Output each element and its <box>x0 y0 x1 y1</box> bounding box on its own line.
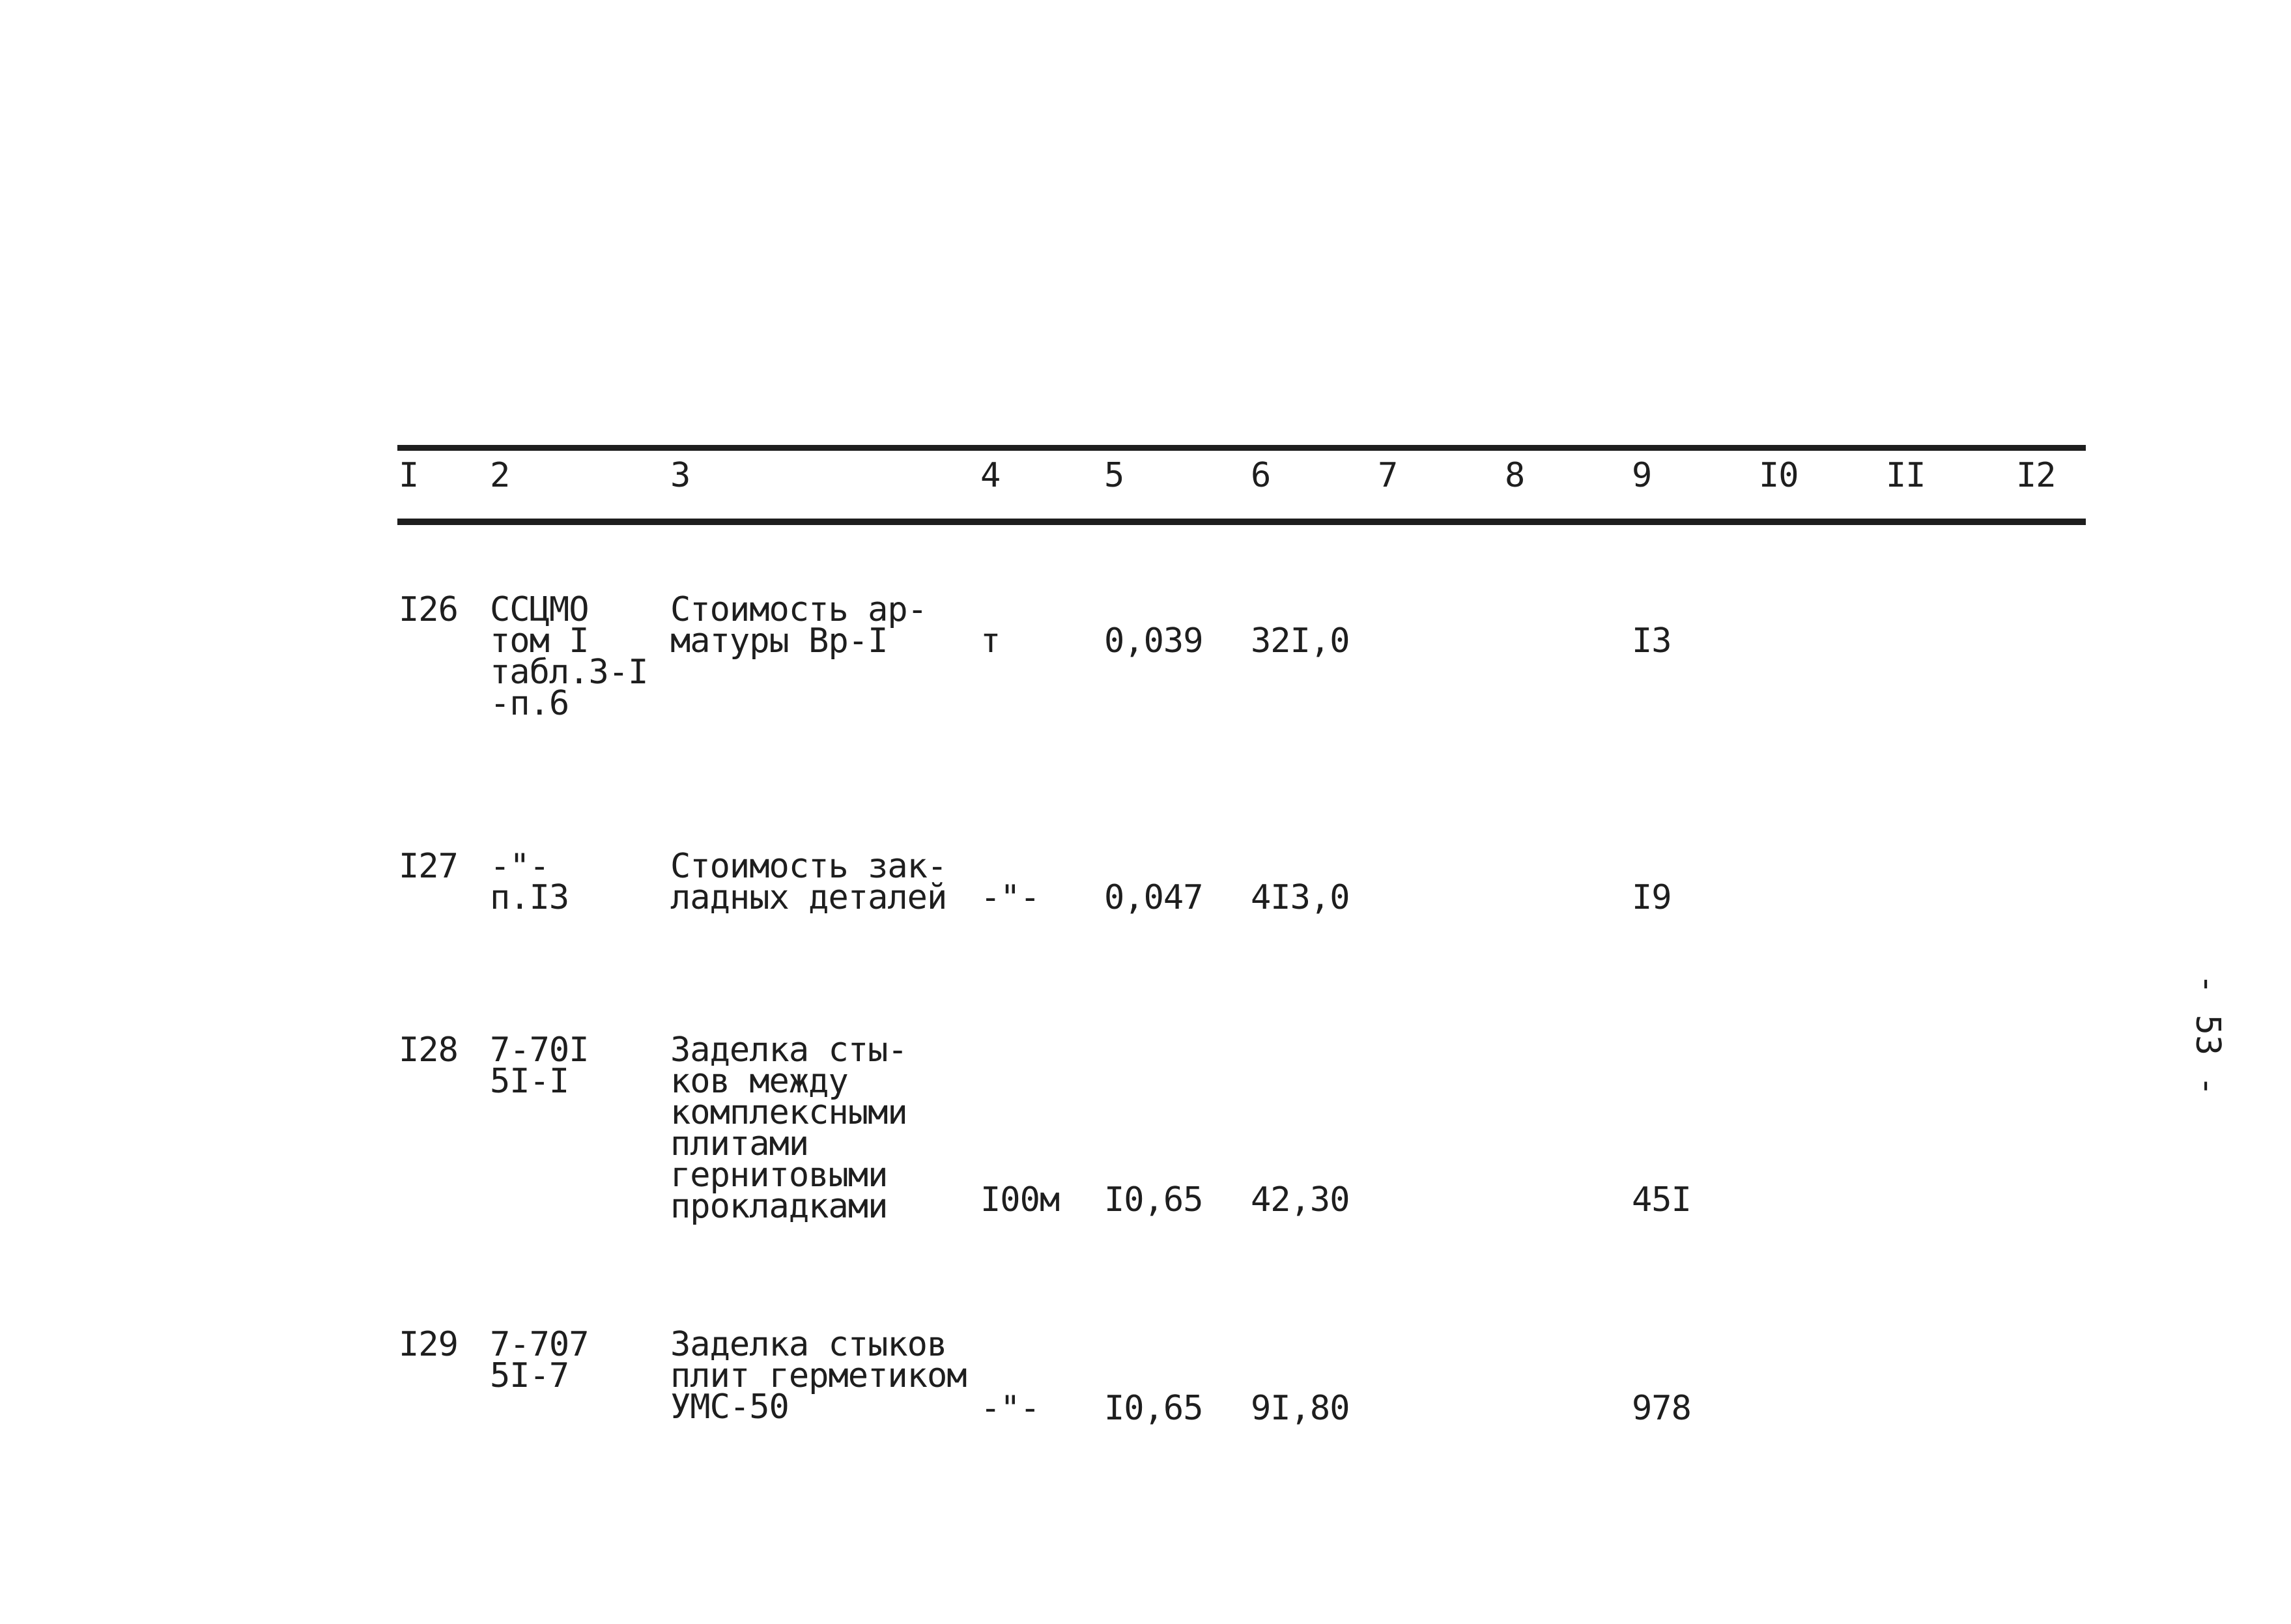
header-col-10: I0 <box>1759 456 1799 495</box>
row-number: I26 <box>399 590 458 629</box>
header-col-7: 7 <box>1378 456 1398 495</box>
row-unit: I00м <box>980 1180 1060 1219</box>
header-col-12: I2 <box>2016 456 2056 495</box>
header-col-11: II <box>1886 456 1926 495</box>
row-description: Заделка стыков плит герметиком УМС-50 <box>670 1325 967 1427</box>
row-quantity: 0,047 <box>1104 878 1203 917</box>
row-number: I29 <box>399 1325 458 1364</box>
table-top-rule <box>397 445 2086 451</box>
row-reference: 7-707 5I-7 <box>490 1325 589 1395</box>
row-description: Заделка сты- ков между комплексными плитами гернитовыми прокладками <box>670 1031 907 1226</box>
row-number: I28 <box>399 1031 458 1070</box>
header-col-3: 3 <box>670 456 690 495</box>
row-unit: -"- <box>980 878 1040 917</box>
row-reference: ССЦМО том I табл.3-I -п.6 <box>490 590 648 723</box>
row-total: I9 <box>1632 878 1672 917</box>
header-col-2: 2 <box>490 456 510 495</box>
row-quantity: I0,65 <box>1104 1180 1203 1219</box>
row-unit-price: 32I,0 <box>1251 621 1350 661</box>
header-col-8: 8 <box>1505 456 1525 495</box>
row-unit-price: 42,30 <box>1251 1180 1350 1219</box>
row-reference: 7-70I 5I-I <box>490 1031 589 1101</box>
row-total: 45I <box>1632 1180 1691 1219</box>
table-header-rule <box>397 519 2086 525</box>
row-unit-price: 4I3,0 <box>1251 878 1350 917</box>
row-quantity: I0,65 <box>1104 1389 1203 1428</box>
header-col-9: 9 <box>1632 456 1652 495</box>
row-total: 978 <box>1632 1389 1691 1428</box>
header-col-5: 5 <box>1104 456 1124 495</box>
header-col-6: 6 <box>1251 456 1271 495</box>
row-total: I3 <box>1632 621 1672 661</box>
header-col-4: 4 <box>980 456 1001 495</box>
row-description: Стоимость зак- ладных деталей <box>670 847 947 917</box>
row-number: I27 <box>399 847 458 886</box>
row-reference: -"- п.I3 <box>490 847 569 917</box>
page-number: - 53 - <box>2188 974 2227 1096</box>
row-description: Стоимость ар- матуры Вр-I <box>670 590 927 661</box>
row-unit: т <box>980 621 1001 661</box>
row-unit-price: 9I,80 <box>1251 1389 1350 1428</box>
row-quantity: 0,039 <box>1104 621 1203 661</box>
row-unit: -"- <box>980 1389 1040 1428</box>
header-col-1: I <box>399 456 419 495</box>
